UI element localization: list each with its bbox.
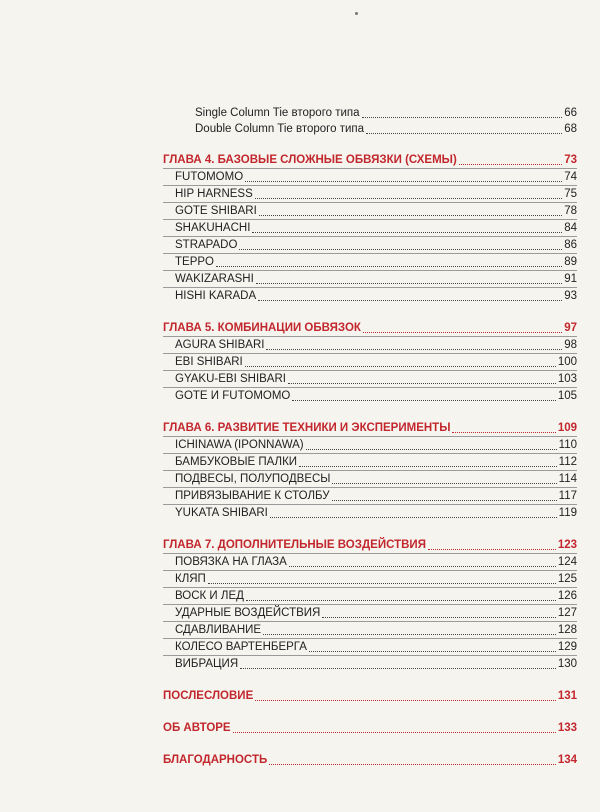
toc-entry xyxy=(163,554,577,571)
dot-leader xyxy=(428,549,556,550)
dot-leader xyxy=(245,366,556,367)
closing-page: 134 xyxy=(557,754,577,766)
dot-leader xyxy=(208,583,556,584)
dot-leader xyxy=(252,232,562,233)
acknowledgements-group xyxy=(163,752,577,768)
dot-leader xyxy=(240,668,556,669)
toc-entry-label: Double Column Tie второго типа xyxy=(195,123,365,135)
toc-entry xyxy=(163,354,577,371)
toc-entry-label: ICHINAWA (IPONNAWA) xyxy=(175,439,304,451)
dot-leader xyxy=(263,634,556,635)
toc-entry xyxy=(163,388,577,404)
chapter-heading xyxy=(163,537,577,554)
toc-entry-label: ПОДВЕСЫ, ПОЛУПОДВЕСЫ xyxy=(175,473,331,485)
toc-entry xyxy=(163,186,577,203)
dot-leader xyxy=(233,732,556,733)
chapter-title: ГЛАВА 5. КОМБИНАЦИИ ОБВЯЗОК xyxy=(163,322,361,334)
chapter-heading xyxy=(163,320,577,337)
dot-leader xyxy=(363,332,562,333)
toc-entry xyxy=(163,571,577,588)
toc-entry-page: 130 xyxy=(557,658,577,670)
toc-entry-label: STRAPADO xyxy=(175,239,238,251)
chapter-page: 73 xyxy=(564,154,577,166)
chapter-7-group xyxy=(163,537,577,672)
toc-entry xyxy=(163,656,577,672)
chapter-page: 109 xyxy=(557,422,577,434)
dot-leader xyxy=(239,249,562,250)
toc-entry-label: Single Column Tie второго типа xyxy=(195,107,360,119)
dot-leader xyxy=(362,117,563,118)
toc-entry xyxy=(163,639,577,656)
toc-entry-label: ВОСК И ЛЕД xyxy=(175,590,244,602)
chapter-title: ГЛАВА 7. ДОПОЛНИТЕЛЬНЫЕ ВОЗДЕЙСТВИЯ xyxy=(163,539,426,551)
toc-entry-label: HISHI KARADA xyxy=(175,290,257,302)
dot-leader xyxy=(255,700,556,701)
dot-leader xyxy=(270,517,557,518)
dot-leader xyxy=(256,283,562,284)
toc-entry-page: 93 xyxy=(564,290,577,302)
dot-leader xyxy=(306,449,557,450)
dot-leader xyxy=(459,164,562,165)
toc-entry-page: 74 xyxy=(564,171,577,183)
chapter-5-group xyxy=(163,320,577,404)
toc-entry-label: EBI SHIBARI xyxy=(175,356,243,368)
toc-entry-page: 112 xyxy=(558,456,577,468)
toc-entry-label: TEPPO xyxy=(175,256,214,268)
toc-entry xyxy=(163,454,577,471)
dot-leader xyxy=(269,764,556,765)
dot-leader xyxy=(322,617,555,618)
toc-entry-page: 114 xyxy=(558,473,577,485)
toc-entry-page: 125 xyxy=(557,573,577,585)
toc-entry xyxy=(163,271,577,288)
chapter-title: ГЛАВА 4. БАЗОВЫЕ СЛОЖНЫЕ ОБВЯЗКИ (СХЕМЫ) xyxy=(163,154,457,166)
dot-leader xyxy=(292,400,555,401)
closing-title: ПОСЛЕСЛОВИЕ xyxy=(163,690,254,702)
toc-entry-label: СДАВЛИВАНИЕ xyxy=(175,624,262,636)
toc-entry-page: 98 xyxy=(564,339,577,351)
toc-entry-label: YUKATA SHIBARI xyxy=(175,507,268,519)
afterword-group xyxy=(163,688,577,704)
toc-entry-page: 89 xyxy=(564,256,577,268)
chapter-title: ГЛАВА 6. РАЗВИТИЕ ТЕХНИКИ И ЭКСПЕРИМЕНТЫ xyxy=(163,422,451,434)
toc-entry xyxy=(163,105,577,121)
toc-entry xyxy=(163,203,577,220)
closing-heading xyxy=(163,752,577,768)
toc-entry-page: 75 xyxy=(564,188,577,200)
toc-entry-page: 117 xyxy=(558,490,577,502)
toc-entry-label: FUTOMOMO xyxy=(175,171,244,183)
toc-entry-page: 86 xyxy=(564,239,577,251)
toc-entry-label: WAKIZARASHI xyxy=(175,273,254,285)
toc-top-group xyxy=(163,105,577,137)
toc-entry xyxy=(163,237,577,254)
closing-title: ОБ АВТОРЕ xyxy=(163,722,231,734)
table-of-contents xyxy=(163,105,577,784)
dot-leader xyxy=(332,500,557,501)
toc-entry-page: 128 xyxy=(557,624,577,636)
toc-entry xyxy=(163,605,577,622)
toc-entry-label: ПОВЯЗКА НА ГЛАЗА xyxy=(175,556,287,568)
dot-leader xyxy=(452,432,555,433)
toc-entry xyxy=(163,588,577,605)
dot-leader xyxy=(216,266,562,267)
dot-leader xyxy=(266,349,562,350)
dot-leader xyxy=(258,300,562,301)
dot-leader xyxy=(299,466,557,467)
toc-entry xyxy=(163,488,577,505)
closing-heading xyxy=(163,688,577,704)
toc-entry xyxy=(163,471,577,488)
toc-entry xyxy=(163,337,577,354)
chapter-6-group xyxy=(163,420,577,521)
toc-entry-page: 105 xyxy=(557,390,577,402)
page-mark xyxy=(355,12,358,15)
toc-entry xyxy=(163,220,577,237)
closing-heading xyxy=(163,720,577,736)
toc-entry-label: GOTE И FUTOMOMO xyxy=(175,390,291,402)
toc-entry-label: ПРИВЯЗЫВАНИЕ К СТОЛБУ xyxy=(175,490,330,502)
chapter-page: 97 xyxy=(564,322,577,334)
toc-entry xyxy=(163,121,577,137)
toc-entry xyxy=(163,437,577,454)
toc-entry-page: 127 xyxy=(557,607,577,619)
dot-leader xyxy=(288,383,556,384)
closing-page: 133 xyxy=(557,722,577,734)
dot-leader xyxy=(309,651,556,652)
closing-page: 131 xyxy=(557,690,577,702)
chapter-4-group xyxy=(163,152,577,304)
toc-entry-label: ВИБРАЦИЯ xyxy=(175,658,239,670)
toc-entry-label: КОЛЕСО ВАРТЕНБЕРГА xyxy=(175,641,307,653)
toc-entry xyxy=(163,254,577,271)
toc-entry xyxy=(163,288,577,304)
closing-title: БЛАГОДАРНОСТЬ xyxy=(163,754,268,766)
toc-entry-page: 124 xyxy=(557,556,577,568)
dot-leader xyxy=(259,215,562,216)
toc-entry-label: SHAKUHACHI xyxy=(175,222,251,234)
toc-entry xyxy=(163,622,577,639)
toc-entry-page: 78 xyxy=(564,205,577,217)
toc-entry-page: 119 xyxy=(558,507,577,519)
toc-entry-label: УДАРНЫЕ ВОЗДЕЙСТВИЯ xyxy=(175,607,321,619)
toc-entry-label: AGURA SHIBARI xyxy=(175,339,265,351)
toc-entry-label: HIP HARNESS xyxy=(175,188,253,200)
toc-entry xyxy=(163,505,577,521)
toc-entry-page: 91 xyxy=(564,273,577,285)
dot-leader xyxy=(255,198,562,199)
toc-entry-label: КЛЯП xyxy=(175,573,206,585)
toc-entry xyxy=(163,169,577,186)
chapter-page: 123 xyxy=(557,539,577,551)
toc-entry-page: 84 xyxy=(564,222,577,234)
dot-leader xyxy=(245,181,562,182)
dot-leader xyxy=(332,483,556,484)
toc-entry-page: 129 xyxy=(557,641,577,653)
toc-entry-page: 68 xyxy=(564,123,577,135)
toc-entry-page: 103 xyxy=(557,373,577,385)
dot-leader xyxy=(366,133,562,134)
chapter-heading xyxy=(163,420,577,437)
toc-entry-page: 66 xyxy=(564,107,577,119)
dot-leader xyxy=(289,566,556,567)
toc-entry xyxy=(163,371,577,388)
toc-entry-label: БАМБУКОВЫЕ ПАЛКИ xyxy=(175,456,298,468)
dot-leader xyxy=(246,600,556,601)
toc-entry-page: 126 xyxy=(557,590,577,602)
toc-entry-page: 100 xyxy=(557,356,577,368)
chapter-heading xyxy=(163,152,577,169)
about-author-group xyxy=(163,720,577,736)
toc-entry-label: GOTE SHIBARI xyxy=(175,205,257,217)
toc-entry-page: 110 xyxy=(558,439,577,451)
toc-entry-label: GYAKU-EBI SHIBARI xyxy=(175,373,286,385)
